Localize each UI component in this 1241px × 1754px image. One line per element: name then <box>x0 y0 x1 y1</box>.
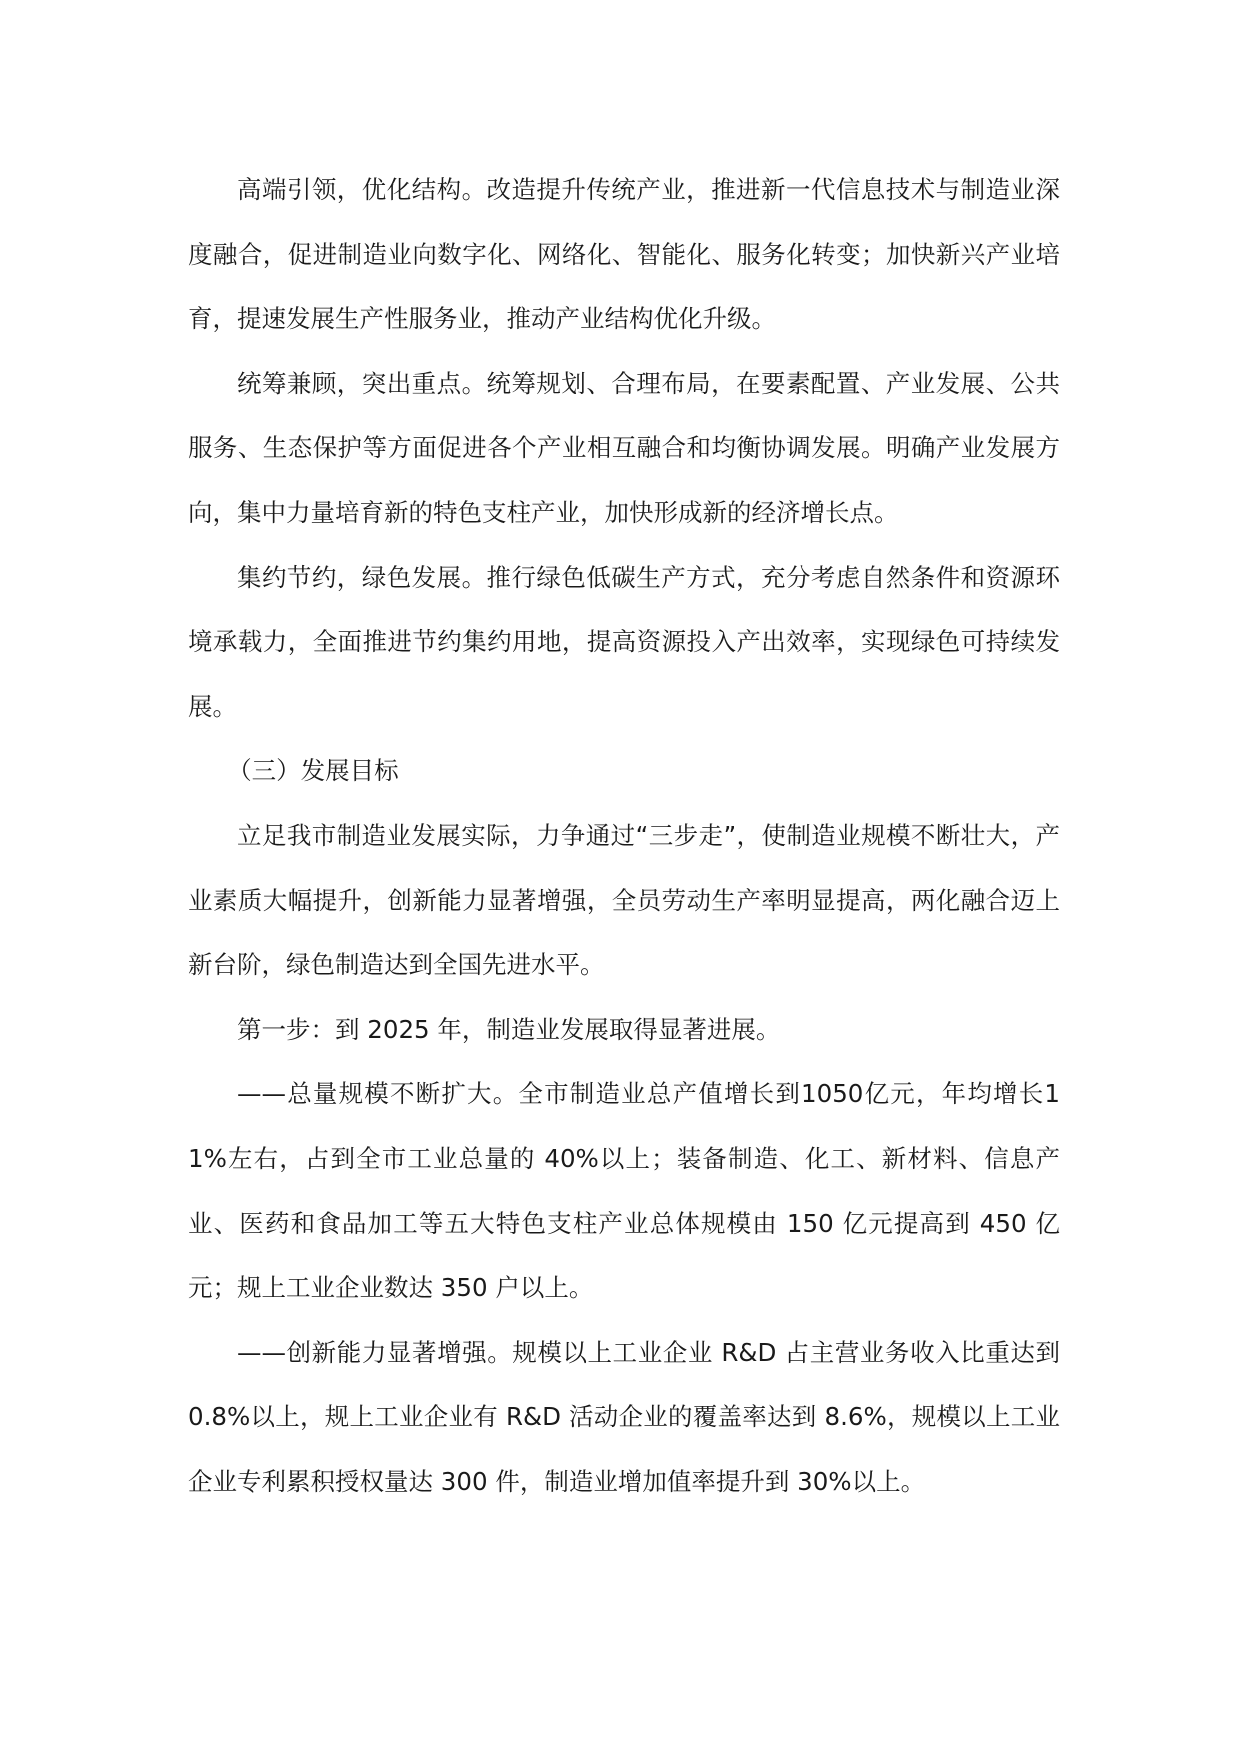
paragraph-innovation-goal: ——创新能力显著增强。规模以上工业企业 R&D 占主营业务收入比重达到 0.8%以上，规上工业企业有 R&D 活动企业的覆盖率达到 8.6%，规模以上工业企业专利累积授权量达 300 件，制造业增加值率提升到 30%以上。 <box>188 1337 1060 1496</box>
paragraph-goal-intro: 立足我市制造业发展实际，力争通过“三步走”，使制造业规模不断壮大，产业素质大幅提升，创新能力显著增强，全员劳动生产率明显提高，两化融合迈上新台阶，绿色制造达到全国先进水平。 <box>188 820 1060 980</box>
paragraph-step-one: 第一步：到 2025 年，制造业发展取得显著进展。 <box>237 1014 781 1044</box>
paragraph-principle-1: 高端引领，优化结构。改造提升传统产业，推进新一代信息技术与制造业深度融合，促进制造业向数字化、网络化、智能化、服务化转变；加快新兴产业培育，提速发展生产性服务业，推动产业结构优化升级。 <box>188 175 1060 334</box>
paragraph-principle-3: 集约节约，绿色发展。推行绿色低碳生产方式，充分考虑自然条件和资源环境承载力，全面推进节约集约用地，提高资源投入产出效率，实现绿色可持续发展。 <box>188 562 1060 721</box>
paragraph-principle-2: 统筹兼顾，突出重点。统筹规划、合理布局，在要素配置、产业发展、公共服务、生态保护等方面促进各个产业相互融合和均衡协调发展。明确产业发展方向，集中力量培育新的特色支柱产业，加快形成新的经济增长点。 <box>188 368 1060 527</box>
section-heading: （三）发展目标 <box>227 756 399 786</box>
document-body <box>188 158 1060 1514</box>
paragraph-scale-goal: ——总量规模不断扩大。全市制造业总产值增长到1050亿元，年均增长11%左右，占到全市工业总量的 40%以上；装备制造、化工、新材料、信息产业、医药和食品加工等五大特色支柱产业总体规模由 150 亿元提高到 450 亿元；规上工业企业数达 350 户以上。 <box>188 1079 1060 1303</box>
